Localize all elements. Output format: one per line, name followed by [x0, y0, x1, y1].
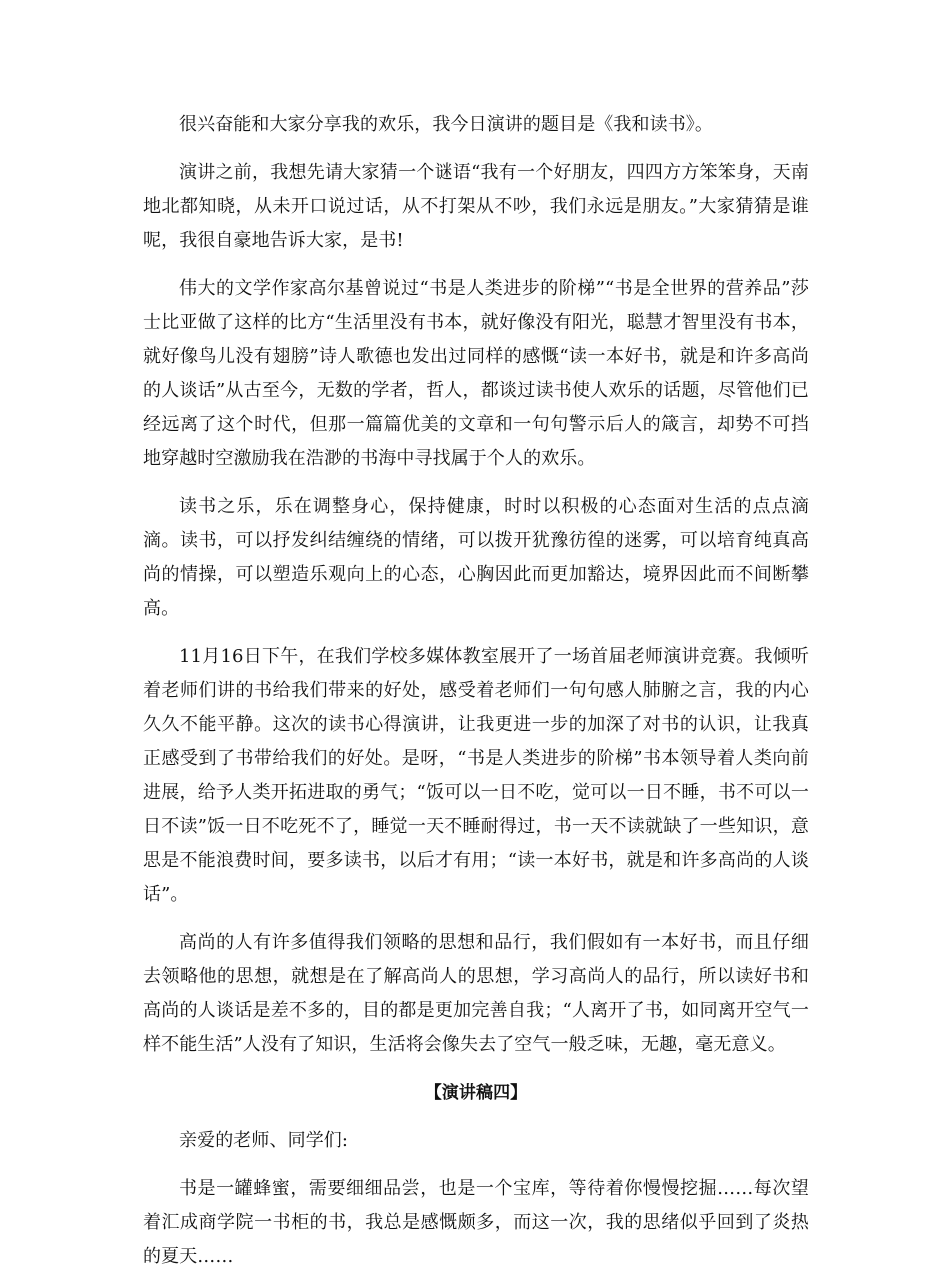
paragraph-noble-people: 高尚的人有许多值得我们领略的思想和品行，我们假如有一本好书，而且仔细去领略他的思想，就想是在了解高尚人的思想，学习高尚人的品行，所以读好书和高尚的人谈话是差不多的，目的都是更加完善自我；“人离开了书，如同离开空气一样不能生活”人没有了知识，生活将会像失去了空气一般乏味，无趣，毫无意义。	[143, 932, 809, 1055]
paragraph-honey-jar: 书是一罐蜂蜜，需要细细品尝，也是一个宝库，等待着你慢慢挖掘……每次望着汇成商学院一书柜的书，我总是感慨颇多，而这一次，我的思绪似乎回到了炎热的夏天……	[143, 1178, 809, 1267]
paragraph-riddle: 演讲之前，我想先请大家猜一个谜语“我有一个好朋友，四四方方笨笨身，天南地北都知晓，从未开口说过话，从不打架从不吵，我们永远是朋友。”大家猜猜是谁呢，我很自豪地告诉大家，是书!	[143, 162, 809, 251]
section-heading: 【演讲稿四】	[424, 1083, 528, 1103]
paragraph-joy-of-reading: 读书之乐，乐在调整身心，保持健康，时时以积极的心态面对生活的点点滴滴。读书，可以抒发纠结缠绕的情绪，可以拨开犹豫彷徨的迷雾，可以培育纯真高尚的情操，可以塑造乐观向上的心态，心胸因此而更加豁达，境界因此而不间断攀高。	[143, 496, 809, 619]
paragraph-intro: 很兴奋能和大家分享我的欢乐，我今日演讲的题目是《我和读书》。	[179, 114, 713, 135]
paragraph-greeting: 亲爱的老师、同学们:	[179, 1130, 349, 1151]
paragraph-contest: 11月16日下午，在我们学校多媒体教室展开了一场首届老师演讲竞赛。我倾听着老师们讲的书给我们带来的好处，感受着老师们一句句感人肺腑之言，我的内心久久不能平静。这次的读书心得演讲，让我更进一步的加深了对书的认识，让我真正感受到了书带给我们的好处。是呀，“书是人类进步的阶梯”书本领导着人类向前进展，给予人类开拓进取的勇气；“饭可以一日不吃，觉可以一日不睡，书不可以一日不读”饭一日不吃死不了，睡觉一天不睡耐得过，书一天不读就缺了一些知识，意思是不能浪费时间，要多读书，以后才有用；“读一本好书，就是和许多高尚的人谈话”。	[143, 646, 809, 905]
document-page	[143, 108, 809, 1288]
paragraph-quotes: 伟大的文学作家高尔基曾说过“书是人类进步的阶梯”“书是全世界的营养品”莎士比亚做了这样的比方“生活里没有书本，就好像没有阳光，聪慧才智里没有书本，就好像鸟儿没有翅膀”诗人歌德也发出过同样的感慨“读一本好书，就是和许多高尚的人谈话”从古至今，无数的学者，哲人，都谈过读书使人欢乐的话题，尽管他们已经远离了这个时代，但那一篇篇优美的文章和一句句警示后人的箴言，却势不可挡地穿越时空激励我在浩渺的书海中寻找属于个人的欢乐。	[143, 278, 809, 469]
